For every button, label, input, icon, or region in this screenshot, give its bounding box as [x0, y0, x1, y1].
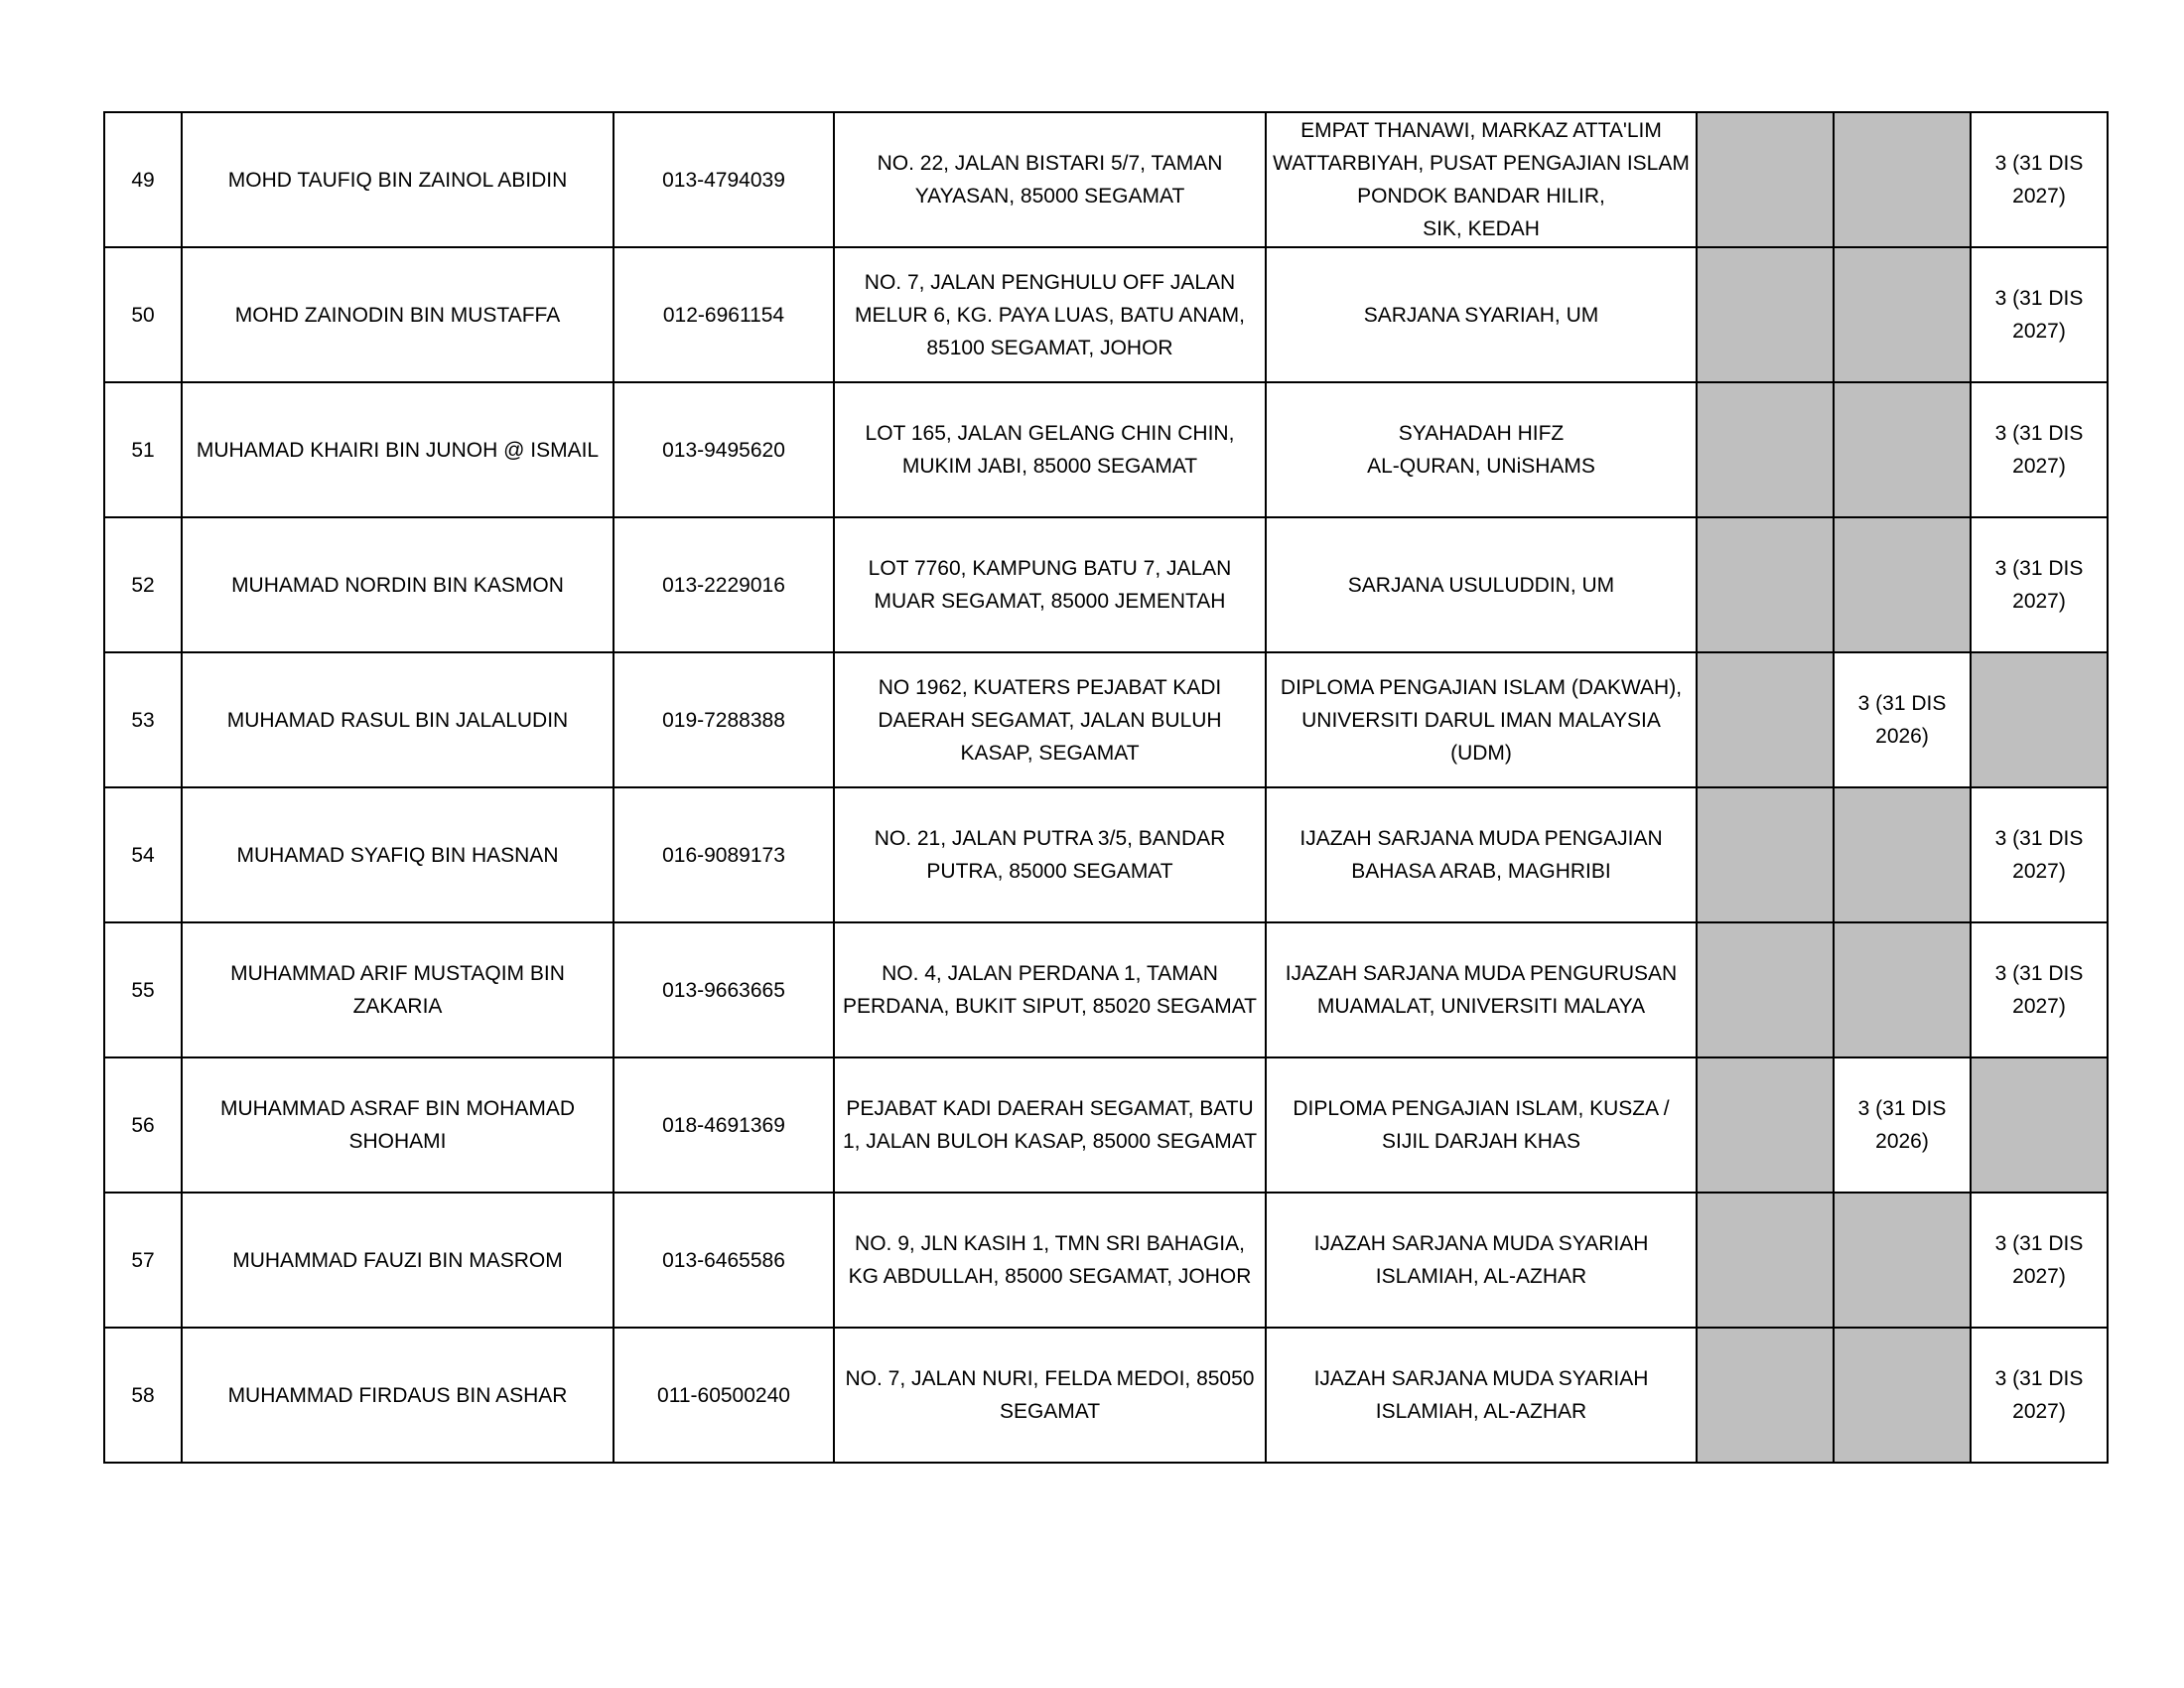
address-cell [834, 652, 1266, 787]
table-row [104, 517, 2108, 652]
qualification-cell-text: SARJANA SYARIAH, UM [1363, 303, 1599, 327]
tenure-cell-3-text: 3 (31 DIS 2027) [1994, 827, 2084, 883]
name-cell [182, 1193, 614, 1328]
qualification-cell [1266, 922, 1697, 1057]
table-row [104, 787, 2108, 922]
qualification-cell-text: IJAZAH SARJANA MUDA PENGURUSAN MUAMALAT, UNIVERSITI MALAYA [1285, 962, 1678, 1018]
name-cell [182, 1328, 614, 1463]
phone-cell [614, 382, 834, 517]
qualification-cell-text: SYAHADAH HIFZ AL-QURAN, UNiSHAMS [1367, 422, 1595, 478]
tenure-cell-2 [1834, 517, 1971, 652]
name-cell [182, 247, 614, 382]
address-cell-text: NO. 22, JALAN BISTARI 5/7, TAMAN YAYASAN, 85000 SEGAMAT [877, 152, 1223, 208]
tenure-cell-1 [1697, 517, 1834, 652]
roster-table [103, 111, 2109, 1464]
address-cell-text: NO. 4, JALAN PERDANA 1, TAMAN PERDANA, BUKIT SIPUT, 85020 SEGAMAT [842, 962, 1258, 1018]
qualification-cell [1266, 1057, 1697, 1193]
tenure-cell-2 [1834, 1328, 1971, 1463]
qualification-cell-text: DIPLOMA PENGAJIAN ISLAM, KUSZA / SIJIL DARJAH KHAS [1293, 1097, 1670, 1153]
tenure-cell-3 [1971, 247, 2108, 382]
tenure-cell-3 [1971, 922, 2108, 1057]
phone-cell [614, 1057, 834, 1193]
qualification-cell [1266, 517, 1697, 652]
name-cell [182, 1057, 614, 1193]
tenure-cell-1 [1697, 112, 1834, 247]
row-number-cell-text: 58 [131, 1383, 155, 1407]
row-number-cell [104, 1057, 182, 1193]
address-cell-text: LOT 7760, KAMPUNG BATU 7, JALAN MUAR SEGAMAT, 85000 JEMENTAH [868, 557, 1232, 613]
row-number-cell-text: 54 [131, 843, 155, 867]
tenure-cell-1 [1697, 247, 1834, 382]
qualification-cell [1266, 652, 1697, 787]
row-number-cell [104, 1328, 182, 1463]
phone-cell [614, 1328, 834, 1463]
tenure-cell-1 [1697, 922, 1834, 1057]
table-row [104, 1328, 2108, 1463]
address-cell-text: LOT 165, JALAN GELANG CHIN CHIN, MUKIM JABI, 85000 SEGAMAT [865, 422, 1235, 478]
tenure-cell-2 [1834, 1193, 1971, 1328]
name-cell-text: MUHAMAD RASUL BIN JALALUDIN [226, 708, 569, 732]
name-cell-text: MUHAMMAD FIRDAUS BIN ASHAR [227, 1383, 568, 1407]
tenure-cell-2 [1834, 247, 1971, 382]
row-number-cell [104, 382, 182, 517]
table-row [104, 652, 2108, 787]
row-number-cell [104, 1193, 182, 1328]
phone-cell-text: 018-4691369 [662, 1113, 785, 1137]
tenure-cell-2 [1834, 1057, 1971, 1193]
row-number-cell [104, 517, 182, 652]
phone-cell-text: 011-60500240 [657, 1383, 790, 1407]
table-row [104, 1057, 2108, 1193]
tenure-cell-2-text: 3 (31 DIS 2026) [1857, 1097, 1947, 1153]
tenure-cell-2 [1834, 652, 1971, 787]
phone-cell-text: 013-4794039 [662, 168, 785, 192]
tenure-cell-3-text: 3 (31 DIS 2027) [1994, 1232, 2084, 1288]
row-number-cell [104, 652, 182, 787]
phone-cell [614, 787, 834, 922]
qualification-cell-text: DIPLOMA PENGAJIAN ISLAM (DAKWAH), UNIVERSITI DARUL IMAN MALAYSIA (UDM) [1280, 675, 1683, 765]
name-cell [182, 922, 614, 1057]
row-number-cell-text: 57 [131, 1248, 155, 1272]
phone-cell-text: 013-9495620 [662, 438, 785, 462]
row-number-cell-text: 49 [131, 168, 155, 192]
row-number-cell-text: 52 [131, 573, 155, 597]
address-cell-text: NO. 21, JALAN PUTRA 3/5, BANDAR PUTRA, 85000 SEGAMAT [874, 827, 1226, 883]
name-cell [182, 787, 614, 922]
row-number-cell [104, 112, 182, 247]
address-cell [834, 112, 1266, 247]
tenure-cell-3-text: 3 (31 DIS 2027) [1994, 287, 2084, 343]
phone-cell [614, 517, 834, 652]
tenure-cell-3 [1971, 1193, 2108, 1328]
row-number-cell [104, 787, 182, 922]
phone-cell [614, 247, 834, 382]
table-row [104, 382, 2108, 517]
tenure-cell-3 [1971, 787, 2108, 922]
table-row [104, 247, 2108, 382]
name-cell-text: MUHAMAD KHAIRI BIN JUNOH @ ISMAIL [196, 438, 600, 462]
tenure-cell-3-text: 3 (31 DIS 2027) [1994, 962, 2084, 1018]
tenure-cell-3 [1971, 1057, 2108, 1193]
address-cell [834, 787, 1266, 922]
qualification-cell [1266, 247, 1697, 382]
name-cell [182, 652, 614, 787]
name-cell [182, 382, 614, 517]
name-cell [182, 517, 614, 652]
qualification-cell-text: IJAZAH SARJANA MUDA PENGAJIAN BAHASA ARAB, MAGHRIBI [1299, 827, 1663, 883]
row-number-cell [104, 922, 182, 1057]
address-cell [834, 382, 1266, 517]
qualification-cell [1266, 1328, 1697, 1463]
phone-cell [614, 1193, 834, 1328]
phone-cell [614, 652, 834, 787]
address-cell-text: NO 1962, KUATERS PEJABAT KADI DAERAH SEGAMAT, JALAN BULUH KASAP, SEGAMAT [878, 675, 1222, 765]
table-row [104, 1193, 2108, 1328]
name-cell-text: MUHAMAD NORDIN BIN KASMON [231, 573, 564, 597]
tenure-cell-2 [1834, 922, 1971, 1057]
name-cell-text: MUHAMMAD ASRAF BIN MOHAMAD SHOHAMI [219, 1097, 576, 1153]
tenure-cell-2-text: 3 (31 DIS 2026) [1857, 692, 1947, 748]
phone-cell-text: 013-9663665 [662, 978, 785, 1002]
tenure-cell-3-text: 3 (31 DIS 2027) [1994, 557, 2084, 613]
address-cell [834, 517, 1266, 652]
row-number-cell-text: 50 [131, 303, 155, 327]
address-cell-text: NO. 9, JLN KASIH 1, TMN SRI BAHAGIA, KG ABDULLAH, 85000 SEGAMAT, JOHOR [848, 1232, 1252, 1288]
address-cell-text: NO. 7, JALAN NURI, FELDA MEDOI, 85050 SEGAMAT [845, 1367, 1255, 1423]
tenure-cell-3-text: 3 (31 DIS 2027) [1994, 1367, 2084, 1423]
roster-table-body [104, 112, 2108, 1463]
tenure-cell-1 [1697, 382, 1834, 517]
tenure-cell-1 [1697, 652, 1834, 787]
qualification-cell-text: SARJANA USULUDDIN, UM [1347, 573, 1615, 597]
row-number-cell-text: 56 [131, 1113, 155, 1137]
tenure-cell-2 [1834, 112, 1971, 247]
tenure-cell-3-text: 3 (31 DIS 2027) [1994, 152, 2084, 208]
tenure-cell-1 [1697, 1193, 1834, 1328]
name-cell [182, 112, 614, 247]
tenure-cell-2 [1834, 382, 1971, 517]
row-number-cell-text: 51 [131, 438, 155, 462]
tenure-cell-1 [1697, 1057, 1834, 1193]
address-cell-text: NO. 7, JALAN PENGHULU OFF JALAN MELUR 6, KG. PAYA LUAS, BATU ANAM, 85100 SEGAMAT, JOHOR [855, 270, 1245, 359]
name-cell-text: MOHD TAUFIQ BIN ZAINOL ABIDIN [227, 168, 568, 192]
qualification-cell-text: EMPAT THANAWI, MARKAZ ATTA'LIM WATTARBIYAH, PUSAT PENGAJIAN ISLAM PONDOK BANDAR HILIR, SIK, KEDAH [1273, 119, 1690, 240]
address-cell [834, 1193, 1266, 1328]
qualification-cell-text: IJAZAH SARJANA MUDA SYARIAH ISLAMIAH, AL-AZHAR [1313, 1232, 1649, 1288]
phone-cell-text: 016-9089173 [662, 843, 785, 867]
qualification-cell [1266, 112, 1697, 247]
name-cell-text: MOHD ZAINODIN BIN MUSTAFFA [234, 303, 561, 327]
tenure-cell-3 [1971, 1328, 2108, 1463]
qualification-cell-text: IJAZAH SARJANA MUDA SYARIAH ISLAMIAH, AL-AZHAR [1313, 1367, 1649, 1423]
qualification-cell [1266, 787, 1697, 922]
tenure-cell-3 [1971, 517, 2108, 652]
tenure-cell-3-text: 3 (31 DIS 2027) [1994, 422, 2084, 478]
tenure-cell-3 [1971, 112, 2108, 247]
qualification-cell [1266, 1193, 1697, 1328]
address-cell [834, 1057, 1266, 1193]
address-cell-text: PEJABAT KADI DAERAH SEGAMAT, BATU 1, JALAN BULOH KASAP, 85000 SEGAMAT [842, 1097, 1258, 1153]
name-cell-text: MUHAMMAD ARIF MUSTAQIM BIN ZAKARIA [230, 962, 565, 1018]
tenure-cell-2 [1834, 787, 1971, 922]
tenure-cell-3 [1971, 382, 2108, 517]
tenure-cell-1 [1697, 1328, 1834, 1463]
phone-cell-text: 013-6465586 [662, 1248, 785, 1272]
tenure-cell-1 [1697, 787, 1834, 922]
address-cell [834, 922, 1266, 1057]
phone-cell-text: 012-6961154 [662, 303, 785, 327]
phone-cell [614, 922, 834, 1057]
address-cell [834, 1328, 1266, 1463]
address-cell [834, 247, 1266, 382]
name-cell-text: MUHAMMAD FAUZI BIN MASROM [232, 1248, 563, 1272]
table-row [104, 922, 2108, 1057]
phone-cell-text: 019-7288388 [662, 708, 785, 732]
row-number-cell-text: 53 [131, 708, 155, 732]
tenure-cell-3 [1971, 652, 2108, 787]
phone-cell-text: 013-2229016 [662, 573, 785, 597]
name-cell-text: MUHAMAD SYAFIQ BIN HASNAN [236, 843, 559, 867]
table-row [104, 112, 2108, 247]
qualification-cell [1266, 382, 1697, 517]
phone-cell [614, 112, 834, 247]
row-number-cell-text: 55 [131, 978, 155, 1002]
row-number-cell [104, 247, 182, 382]
